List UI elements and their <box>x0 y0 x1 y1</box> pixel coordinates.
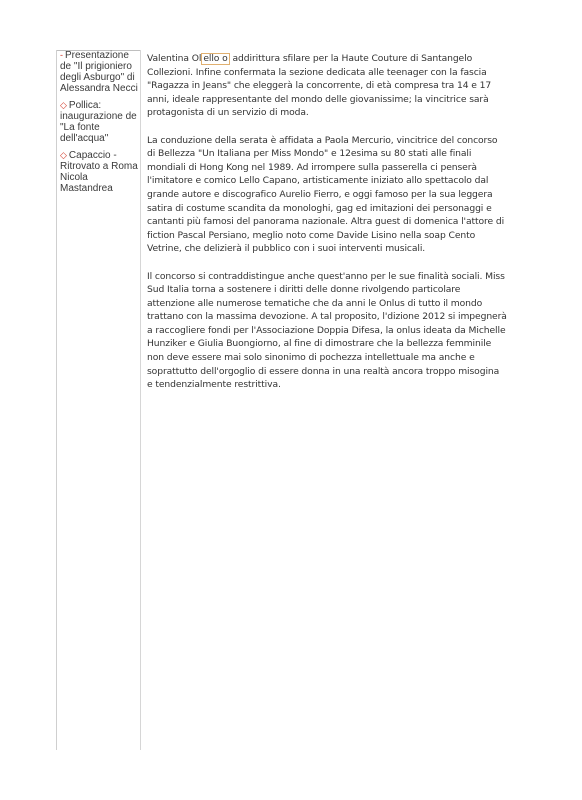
article-paragraph <box>147 52 507 120</box>
diamond-bullet-icon: ◇ <box>60 150 67 160</box>
sidebar-link-pollica[interactable] <box>57 100 141 144</box>
text-selection[interactable]: ello o <box>203 53 228 64</box>
article-paragraph: Il concorso si contraddistingue anche quest'anno per le sue finalità sociali. Miss Sud Italia torna a sostenere i diritti delle donne rivolgendo particolare attenzione alle numerose tematiche che da anni le Onlus di tutto il mondo trattano con la massima devozione. A tal proposito, l'dizione 2012 si impegnerà a raccogliere fondi per l'Associazione Doppia Difesa, la onlus ideata da Michelle Hunziker e Giulia Buongiorno, al fine di dimostrare che la bellezza femminile non deve essere mai solo sinonimo di pochezza intellettuale ma anche e soprattutto dell'orgoglio di essere donna in una realtà ancora troppo misogina e tendenzialmente restrittiva. <box>147 270 507 391</box>
article-paragraph: La conduzione della serata è affidata a Paola Mercurio, vincitrice del concorso di Bellezza "Un Italiana per Miss Mondo" e 12esima su 80 stati alle finali mondiali di Hong Kong nel 1989. Ad irrompere sulla passerella ci penserà l'imitatore e comico Lello Capano, artisticamente iniziato allo spettacolo dal grande autore e discografico Aurelio Fierro, e oggi famoso per la sua leggera satira di costume scandita da monologhi, gag ed imitazioni dei personaggi e cantanti più famosi del panorama nazionale. Altra guest di domenica l'attore di fiction Pascal Persiano, meglio noto come Davide Lisino nella soap Cento Vetrine, che delizierà il pubblico con i suoi interventi musicali. <box>147 134 505 255</box>
sidebar-link-capaccio[interactable] <box>57 150 141 194</box>
article-body <box>147 52 507 405</box>
text-run: addirittura sfilare per la Haute Couture di Santangelo Collezioni. Infine confermata la sezione dedicata alle teenager con la fascia "Ragazza in Jeans" che eleggerà la concorrente, di età compresa tra 14 e 17 anni, ideale rappresentante del mondo delle giovanissime; la vincitrice sarà protagonista di un servizio di moda. <box>147 53 492 119</box>
sidebar-link-label: Capaccio - Ritrovato a Roma Nicola Mastandrea <box>60 150 138 194</box>
diamond-bullet-icon: ◇ <box>60 100 67 110</box>
sidebar-link-label: Pollica: inaugurazione de "La fonte dell'acqua" <box>60 100 137 144</box>
text-run: Valentina Ol <box>147 53 202 64</box>
related-links-sidebar <box>56 50 141 750</box>
sidebar-link-label: Presentazione de "Il prigioniero degli Asburgo" di Alessandra Necci <box>60 50 138 94</box>
bullet-icon: - <box>60 50 63 60</box>
column-divider <box>140 50 141 750</box>
sidebar-link-presentazione[interactable] <box>57 50 141 94</box>
